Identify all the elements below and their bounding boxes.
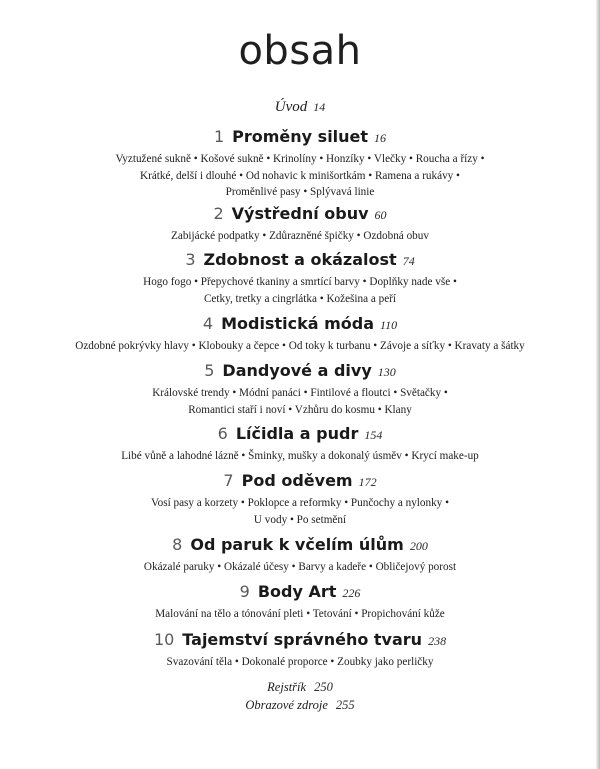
chapter-10[interactable] [0, 630, 600, 671]
chapter-4[interactable] [0, 314, 600, 355]
chapter-title: Proměny siluet [232, 127, 369, 146]
chapter-subtopics-line: Krátké, delší i dlouhé • Od nohavic k minišortkám • Ramena a rukávy • [140, 169, 460, 182]
chapter-number: 10 [153, 630, 175, 649]
chapter-heading [0, 361, 600, 381]
toc-intro-entry[interactable] [0, 99, 600, 116]
back-matter-page-number: 250 [314, 680, 333, 694]
chapter-page-number: 200 [409, 539, 428, 553]
chapter-heading [0, 424, 600, 444]
chapter-page-number: 130 [377, 365, 396, 379]
chapter-number: 1 [213, 127, 225, 146]
chapter-number: 5 [204, 361, 215, 380]
chapter-subtopics-line: Malování na tělo a tónování pleti • Tetování • Propichování kůže [155, 608, 445, 620]
chapter-subtopics-line: Svazování těla • Dokonalé proporce • Zoubky jako perličky [166, 656, 434, 668]
chapter-heading [0, 127, 600, 147]
intro-page-number: 14 [313, 100, 326, 114]
chapter-1[interactable] [0, 127, 600, 201]
chapter-number: 3 [185, 250, 196, 269]
back-matter-image-sources[interactable] [0, 698, 600, 713]
chapter-page-number: 226 [342, 586, 361, 600]
chapter-3[interactable] [0, 250, 600, 307]
chapter-subtopics-line: Romantici staří i noví • Vzhůru do kosmu • Klany [188, 403, 412, 416]
chapter-subtopics-line: Zabijácké podpatky • Zdůrazněné špičky • Ozdobná obuv [171, 230, 429, 242]
chapter-heading [0, 314, 600, 334]
chapter-heading [0, 582, 600, 602]
chapter-subtopics-line: Vosí pasy a korzety • Poklopce a reformky • Punčochy a nylonky • [150, 497, 449, 509]
back-matter-label: Rejstřík [267, 680, 307, 694]
chapter-title: Líčidla a pudr [235, 424, 359, 443]
chapter-number: 6 [217, 424, 228, 443]
back-matter-label: Obrazové zdroje [245, 698, 328, 712]
chapter-number: 9 [239, 582, 250, 601]
chapter-heading [0, 471, 600, 491]
chapter-page-number: 60 [374, 208, 387, 222]
chapter-heading [0, 204, 600, 224]
chapter-title: Tajemství správného tvaru [182, 630, 423, 649]
chapter-page-number: 238 [428, 634, 447, 648]
chapter-7[interactable] [0, 471, 600, 528]
chapter-subtopics-line: Okázalé paruky • Okázalé účesy • Barvy a kadeře • Obličejový porost [143, 561, 457, 573]
chapter-subtopics-line: Vyztužené sukně • Košové sukně • Krinolíny • Honzíky • Vlečky • Roucha a řízy • [115, 153, 485, 165]
chapter-title: Body Art [257, 582, 337, 601]
chapter-subtopics-line: Libé vůně a lahodné lázně • Šminky, mušky a dokonalý úsměv • Krycí make-up [121, 450, 479, 462]
back-matter-page-number: 255 [335, 698, 355, 712]
back-matter-index[interactable] [0, 680, 600, 695]
chapter-number: 7 [223, 471, 234, 490]
page-title: obsah [238, 28, 362, 74]
chapter-subtopics-line: Ozdobné pokrývky hlavy • Klobouky a čepce • Od toky k turbanu • Závoje a síťky • Kravaty a šátky [75, 340, 525, 352]
chapter-page-number: 110 [380, 318, 398, 332]
chapter-heading [0, 535, 600, 555]
chapter-title: Dandyové a divy [222, 361, 372, 380]
chapter-title: Modistická móda [221, 314, 374, 333]
chapter-title: Zdobnost a okázalost [203, 250, 397, 269]
chapter-page-number: 172 [358, 475, 377, 489]
chapter-page-number: 16 [374, 131, 387, 145]
chapter-subtopics-line: Hogo fogo • Přepychové tkaniny a smrtící barvy • Doplňky nade vše • [143, 276, 457, 288]
chapter-subtopics-line: Proměnlivé pasy • Splývavá linie [225, 186, 375, 198]
chapter-9[interactable] [0, 582, 600, 623]
chapter-page-number: 74 [402, 254, 415, 268]
chapter-title: Od paruk k včelím úlům [190, 535, 404, 554]
chapter-title: Výstřední obuv [231, 204, 369, 223]
chapter-5[interactable] [0, 361, 600, 418]
chapter-number: 4 [202, 314, 214, 333]
chapter-subtopics-line: Královské trendy • Módní panáci • Fintilové a floutci • Světačky • [152, 387, 448, 399]
chapter-subtopics-line: U vody • Po setmění [253, 513, 347, 526]
intro-label: Úvod [274, 99, 308, 115]
chapter-6[interactable] [0, 424, 600, 465]
chapter-subtopics-line: Cetky, tretky a cingrlátka • Kožešina a peří [203, 292, 397, 305]
chapter-number: 8 [172, 535, 183, 554]
chapter-title: Pod oděvem [241, 471, 353, 490]
chapter-8[interactable] [0, 535, 600, 576]
chapter-heading [0, 250, 600, 270]
chapter-number: 2 [213, 204, 224, 223]
chapter-page-number: 154 [364, 428, 383, 442]
chapter-2[interactable] [0, 204, 600, 245]
chapter-heading [0, 630, 600, 650]
